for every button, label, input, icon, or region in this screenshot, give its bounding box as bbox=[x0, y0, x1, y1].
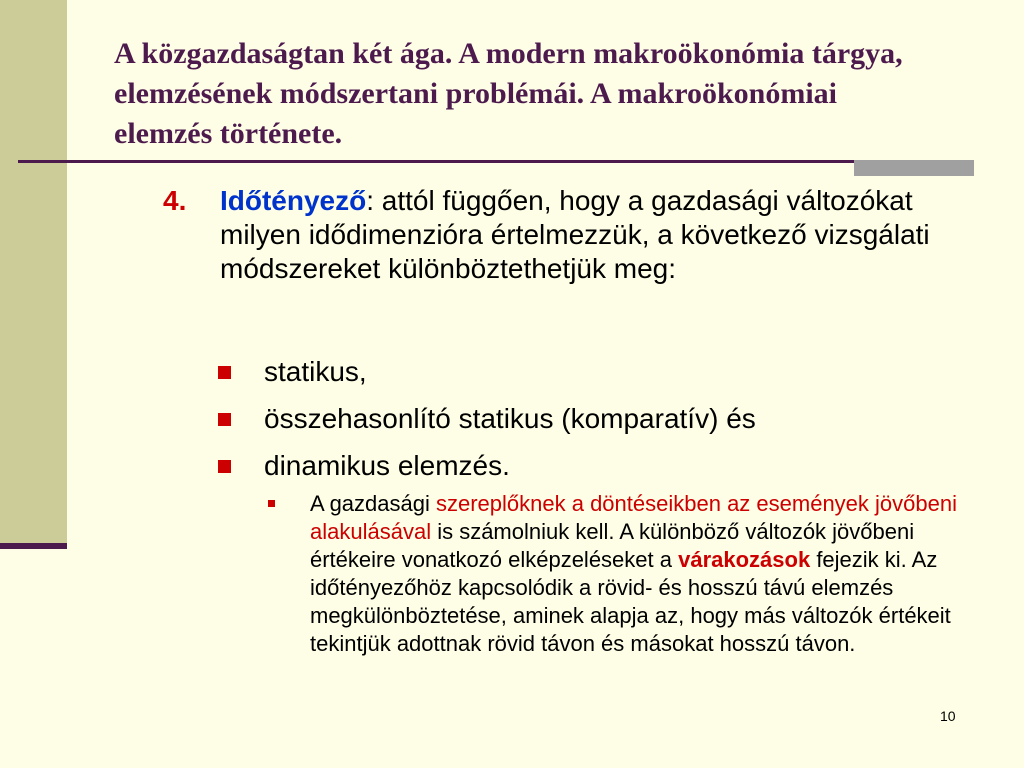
paragraph-part: A gazdasági bbox=[310, 491, 436, 516]
title-accent-bar bbox=[854, 160, 974, 176]
bullet-label: összehasonlító statikus (komparatív) és bbox=[264, 403, 756, 434]
item-description: : attól függően, hogy a gazdasági változókat milyen idődimenzióra értelmezzük, a következő vizsgálati módszereket különböztethetjük meg: bbox=[220, 185, 930, 284]
paragraph-part: is számolniuk kell. A különböző változók jövőbeni értékeire vonatkozó elképzeléseket a bbox=[310, 519, 915, 572]
title-divider bbox=[18, 160, 854, 163]
sidebar-divider bbox=[0, 543, 67, 549]
bullet-label: statikus, bbox=[264, 356, 367, 387]
paragraph-text bbox=[310, 490, 970, 658]
left-sidebar-band bbox=[0, 0, 67, 543]
item-text bbox=[220, 184, 980, 286]
item-keyword: Időtényező bbox=[220, 185, 367, 216]
item-number: 4. bbox=[163, 185, 187, 216]
highlight-keyword: várakozások bbox=[678, 547, 811, 572]
square-bullet-icon bbox=[218, 413, 231, 426]
slide-title: A közgazdaságtan két ága. A modern makroökonómia tárgya, elemzésének módszertani problémái. A makroökonómiai elemzés története. bbox=[114, 37, 903, 150]
square-bullet-icon bbox=[218, 366, 231, 379]
bullet-label: dinamikus elemzés. bbox=[264, 450, 510, 481]
square-bullet-icon bbox=[218, 460, 231, 473]
small-square-bullet-icon bbox=[268, 500, 275, 507]
paragraph-part: fejezik ki. Az időtényezőhöz kapcsolódik a rövid- és hosszú távú elemzés megkülönböztetése, aminek alapja az, hogy más változók értékeit tekintjük adottnak rövid távon és másokat hosszú távon. bbox=[310, 547, 951, 656]
page-number: 10 bbox=[940, 708, 956, 724]
highlight-text: szereplőknek a döntéseikben az események jövőbeni alakulásával bbox=[310, 491, 957, 544]
